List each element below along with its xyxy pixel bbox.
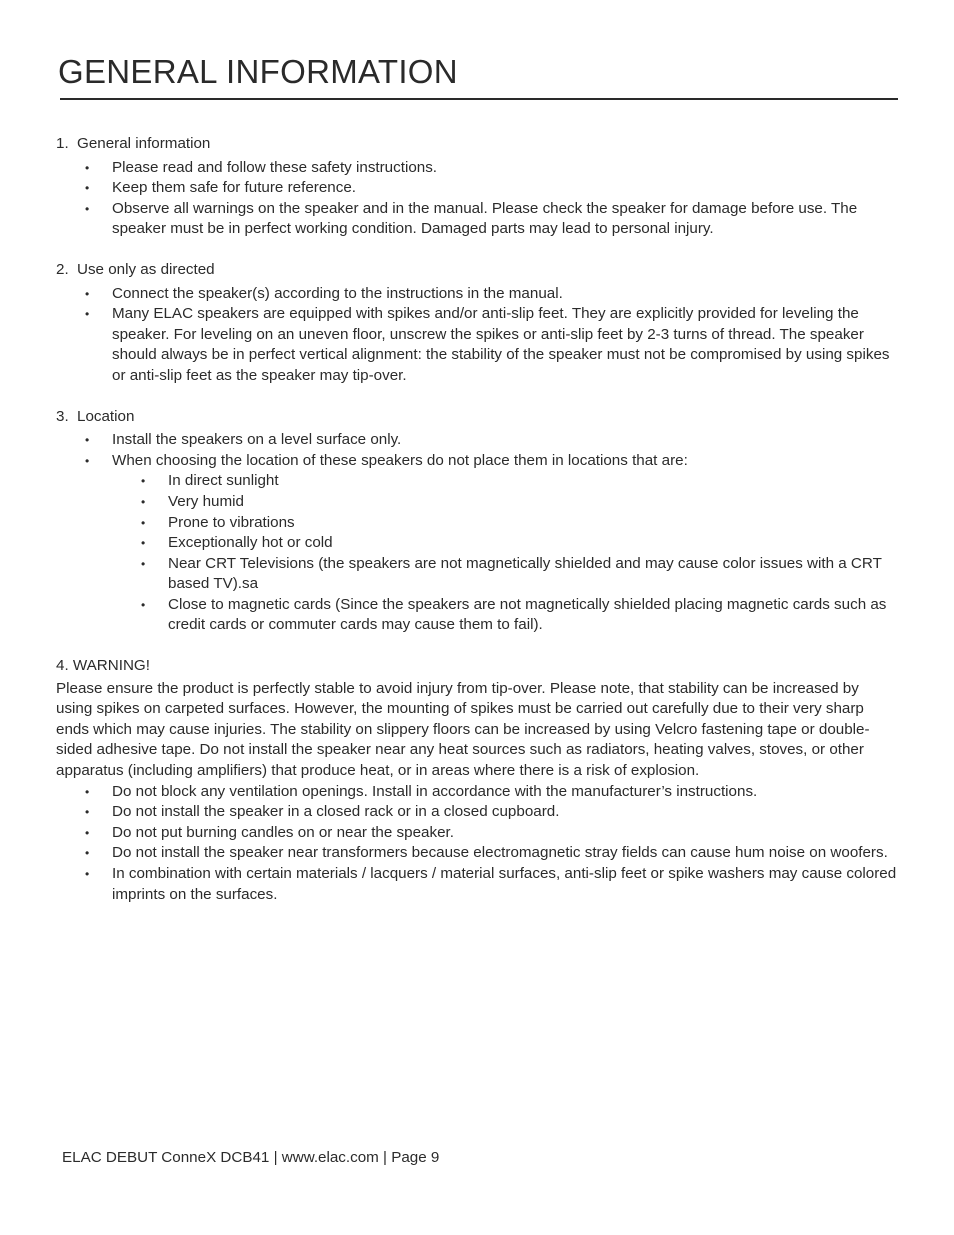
title-divider bbox=[60, 98, 898, 100]
list-item: • Install the speakers on a level surface only. bbox=[56, 430, 898, 451]
section-heading bbox=[56, 260, 898, 281]
list-item: • Do not install the speaker in a closed rack or in a closed cupboard. bbox=[56, 802, 898, 823]
list-item: • Do not block any ventilation openings. Install in accordance with the manufacturer’s instructions. bbox=[56, 782, 898, 803]
list-item: • Connect the speaker(s) according to the instructions in the manual. bbox=[56, 284, 898, 305]
section-title: General information bbox=[77, 135, 211, 152]
list-item: • Do not put burning candles on or near the speaker. bbox=[56, 823, 898, 844]
sub-bullet-list bbox=[112, 471, 898, 636]
list-item: • Please read and follow these safety instructions. bbox=[56, 158, 898, 179]
section-number: 3. bbox=[56, 407, 69, 425]
list-item: • Keep them safe for future reference. bbox=[56, 178, 898, 199]
sub-list-item: • Near CRT Televisions (the speakers are not magnetically shielded and may cause color issues with a CRT based TV).sa bbox=[112, 554, 898, 595]
section-use-as-directed bbox=[56, 260, 898, 387]
list-item bbox=[56, 451, 898, 636]
section-title: Location bbox=[77, 407, 135, 425]
section-general-information bbox=[56, 134, 898, 240]
list-item-text: When choosing the location of these speakers do not place them in locations that are: bbox=[112, 451, 688, 469]
bullet-list bbox=[56, 782, 898, 906]
bullet-list bbox=[56, 284, 898, 387]
sub-list-item: • Very humid bbox=[112, 492, 898, 513]
sub-list-item: • Exceptionally hot or cold bbox=[112, 533, 898, 554]
section-heading bbox=[56, 407, 898, 428]
section-number: 1. bbox=[56, 135, 69, 152]
bullet-list bbox=[56, 430, 898, 636]
section-heading bbox=[56, 134, 898, 155]
sub-list-item: • In direct sunlight bbox=[112, 471, 898, 492]
sub-list-item: • Close to magnetic cards (Since the speakers are not magnetically shielded placing magnetic cards such as credit cards or commuter cards may cause them to fail). bbox=[112, 595, 898, 636]
sub-list-item: • Prone to vibrations bbox=[112, 513, 898, 534]
warning-heading: 4. WARNING! bbox=[56, 657, 150, 675]
page-footer: ELAC DEBUT ConneX DCB41 | www.elac.com | Page 9 bbox=[62, 1149, 440, 1166]
section-warning bbox=[56, 656, 898, 905]
list-item: • Do not install the speaker near transformers because electromagnetic stray fields can cause hum noise on woofers. bbox=[56, 843, 898, 864]
document-body bbox=[56, 134, 898, 925]
warning-paragraph: Please ensure the product is perfectly stable to avoid injury from tip-over. Please note, that stability can be increased by using spikes on carpeted surfaces. However, the mounting of spikes must be carried out carefully due to their very sharp ends which may cause injuries. The stability on slippery floors can be increased by using Velcro fastening tape or double-sided adhesive tape. Do not install the speaker near any heat sources such as radiators, heating valves, stoves, or other apparatus (including amplifiers) that produce heat, or in areas where there is a risk of explosion. bbox=[56, 679, 870, 780]
section-title: Use only as directed bbox=[77, 260, 215, 278]
list-item: • Many ELAC speakers are equipped with spikes and/or anti-slip feet. They are explicitly provided for leveling the speaker. For leveling on an uneven floor, unscrew the spikes or anti-slip feet by 2-3 turns of thread. The speaker should always be in perfect vertical alignment: the stability of the speaker must not be compromised by using spikes or anti-slip feet as the speaker may tip-over. bbox=[56, 304, 898, 386]
section-location bbox=[56, 407, 898, 637]
bullet-list bbox=[56, 158, 898, 240]
list-item: • In combination with certain materials / lacquers / material surfaces, anti-slip feet or spike washers may cause colored imprints on the surfaces. bbox=[56, 864, 898, 905]
page-title: GENERAL INFORMATION bbox=[58, 53, 458, 90]
section-number: 2. bbox=[56, 260, 69, 278]
list-item: • Observe all warnings on the speaker and in the manual. Please check the speaker for damage before use. The speaker must be in perfect working condition. Damaged parts may lead to personal injury. bbox=[56, 199, 898, 240]
